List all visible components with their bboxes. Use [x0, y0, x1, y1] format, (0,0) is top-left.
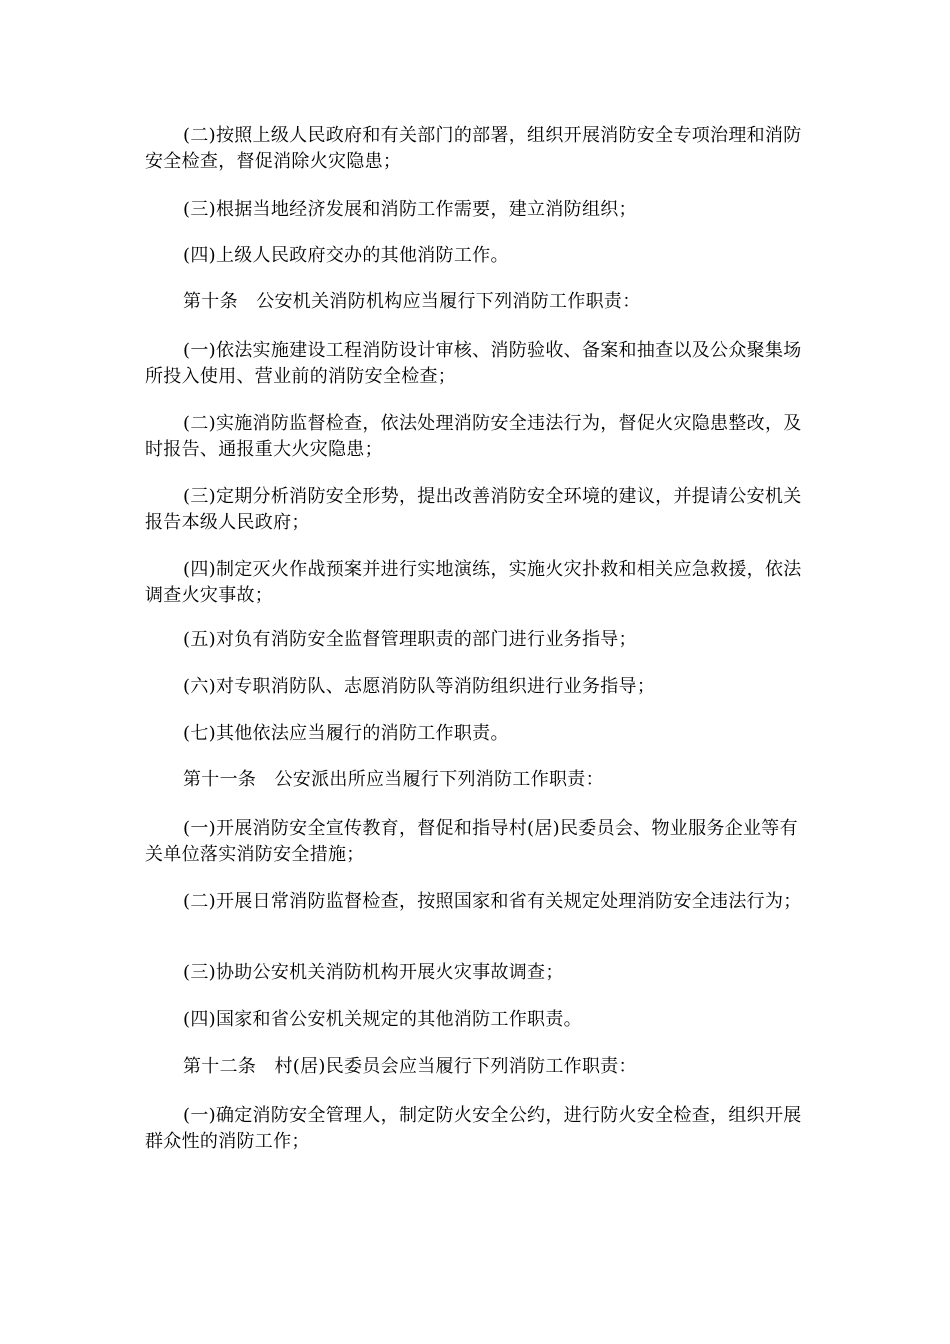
article-10-item-4: (四)制定灭火作战预案并进行实地演练，实施火灾扑救和相关应急救援，依法调查火灾事故；	[145, 559, 802, 606]
paragraph-item-4-duties: (四)上级人民政府交办的其他消防工作。	[183, 245, 509, 266]
article-10-item-1: (一)依法实施建设工程消防设计审核、消防验收、备案和抽查以及公众聚集场所投入使用、营业前的消防安全检查；	[145, 340, 802, 387]
article-11-item-4: (四)国家和省公安机关规定的其他消防工作职责。	[183, 1009, 582, 1030]
article-10-item-2: (二)实施消防监督检查，依法处理消防安全违法行为，督促火灾隐患整改，及时报告、通报重大火灾隐患；	[145, 413, 802, 460]
article-12-item-1: (一)确定消防安全管理人，制定防火安全公约，进行防火安全检查，组织开展群众性的消防工作；	[145, 1105, 802, 1152]
article-10-heading: 第十条 公安机关消防机构应当履行下列消防工作职责：	[183, 291, 641, 312]
paragraph-item-3-duties: (三)根据当地经济发展和消防工作需要，建立消防组织；	[183, 199, 637, 220]
article-10-item-6: (六)对专职消防队、志愿消防队等消防组织进行业务指导；	[183, 676, 656, 697]
paragraph-item-2-duties: (二)按照上级人民政府和有关部门的部署，组织开展消防安全专项治理和消防安全检查，督促消除火灾隐患；	[145, 125, 802, 172]
article-11-item-2: (二)开展日常消防监督检查，按照国家和省有关规定处理消防安全违法行为；	[183, 891, 802, 912]
article-10-item-5: (五)对负有消防安全监督管理职责的部门进行业务指导；	[183, 629, 637, 650]
article-10-item-7: (七)其他依法应当履行的消防工作职责。	[183, 723, 509, 744]
article-12-heading: 第十二条 村(居)民委员会应当履行下列消防工作职责：	[183, 1056, 637, 1077]
article-11-item-3: (三)协助公安机关消防机构开展火灾事故调查；	[183, 962, 564, 983]
article-11-item-1: (一)开展消防安全宣传教育，督促和指导村(居)民委员会、物业服务企业等有关单位落实消防安全措施；	[145, 818, 798, 865]
article-10-item-3: (三)定期分析消防安全形势，提出改善消防安全环境的建议，并提请公安机关报告本级人民政府；	[145, 486, 802, 533]
article-11-heading: 第十一条 公安派出所应当履行下列消防工作职责：	[183, 769, 604, 790]
